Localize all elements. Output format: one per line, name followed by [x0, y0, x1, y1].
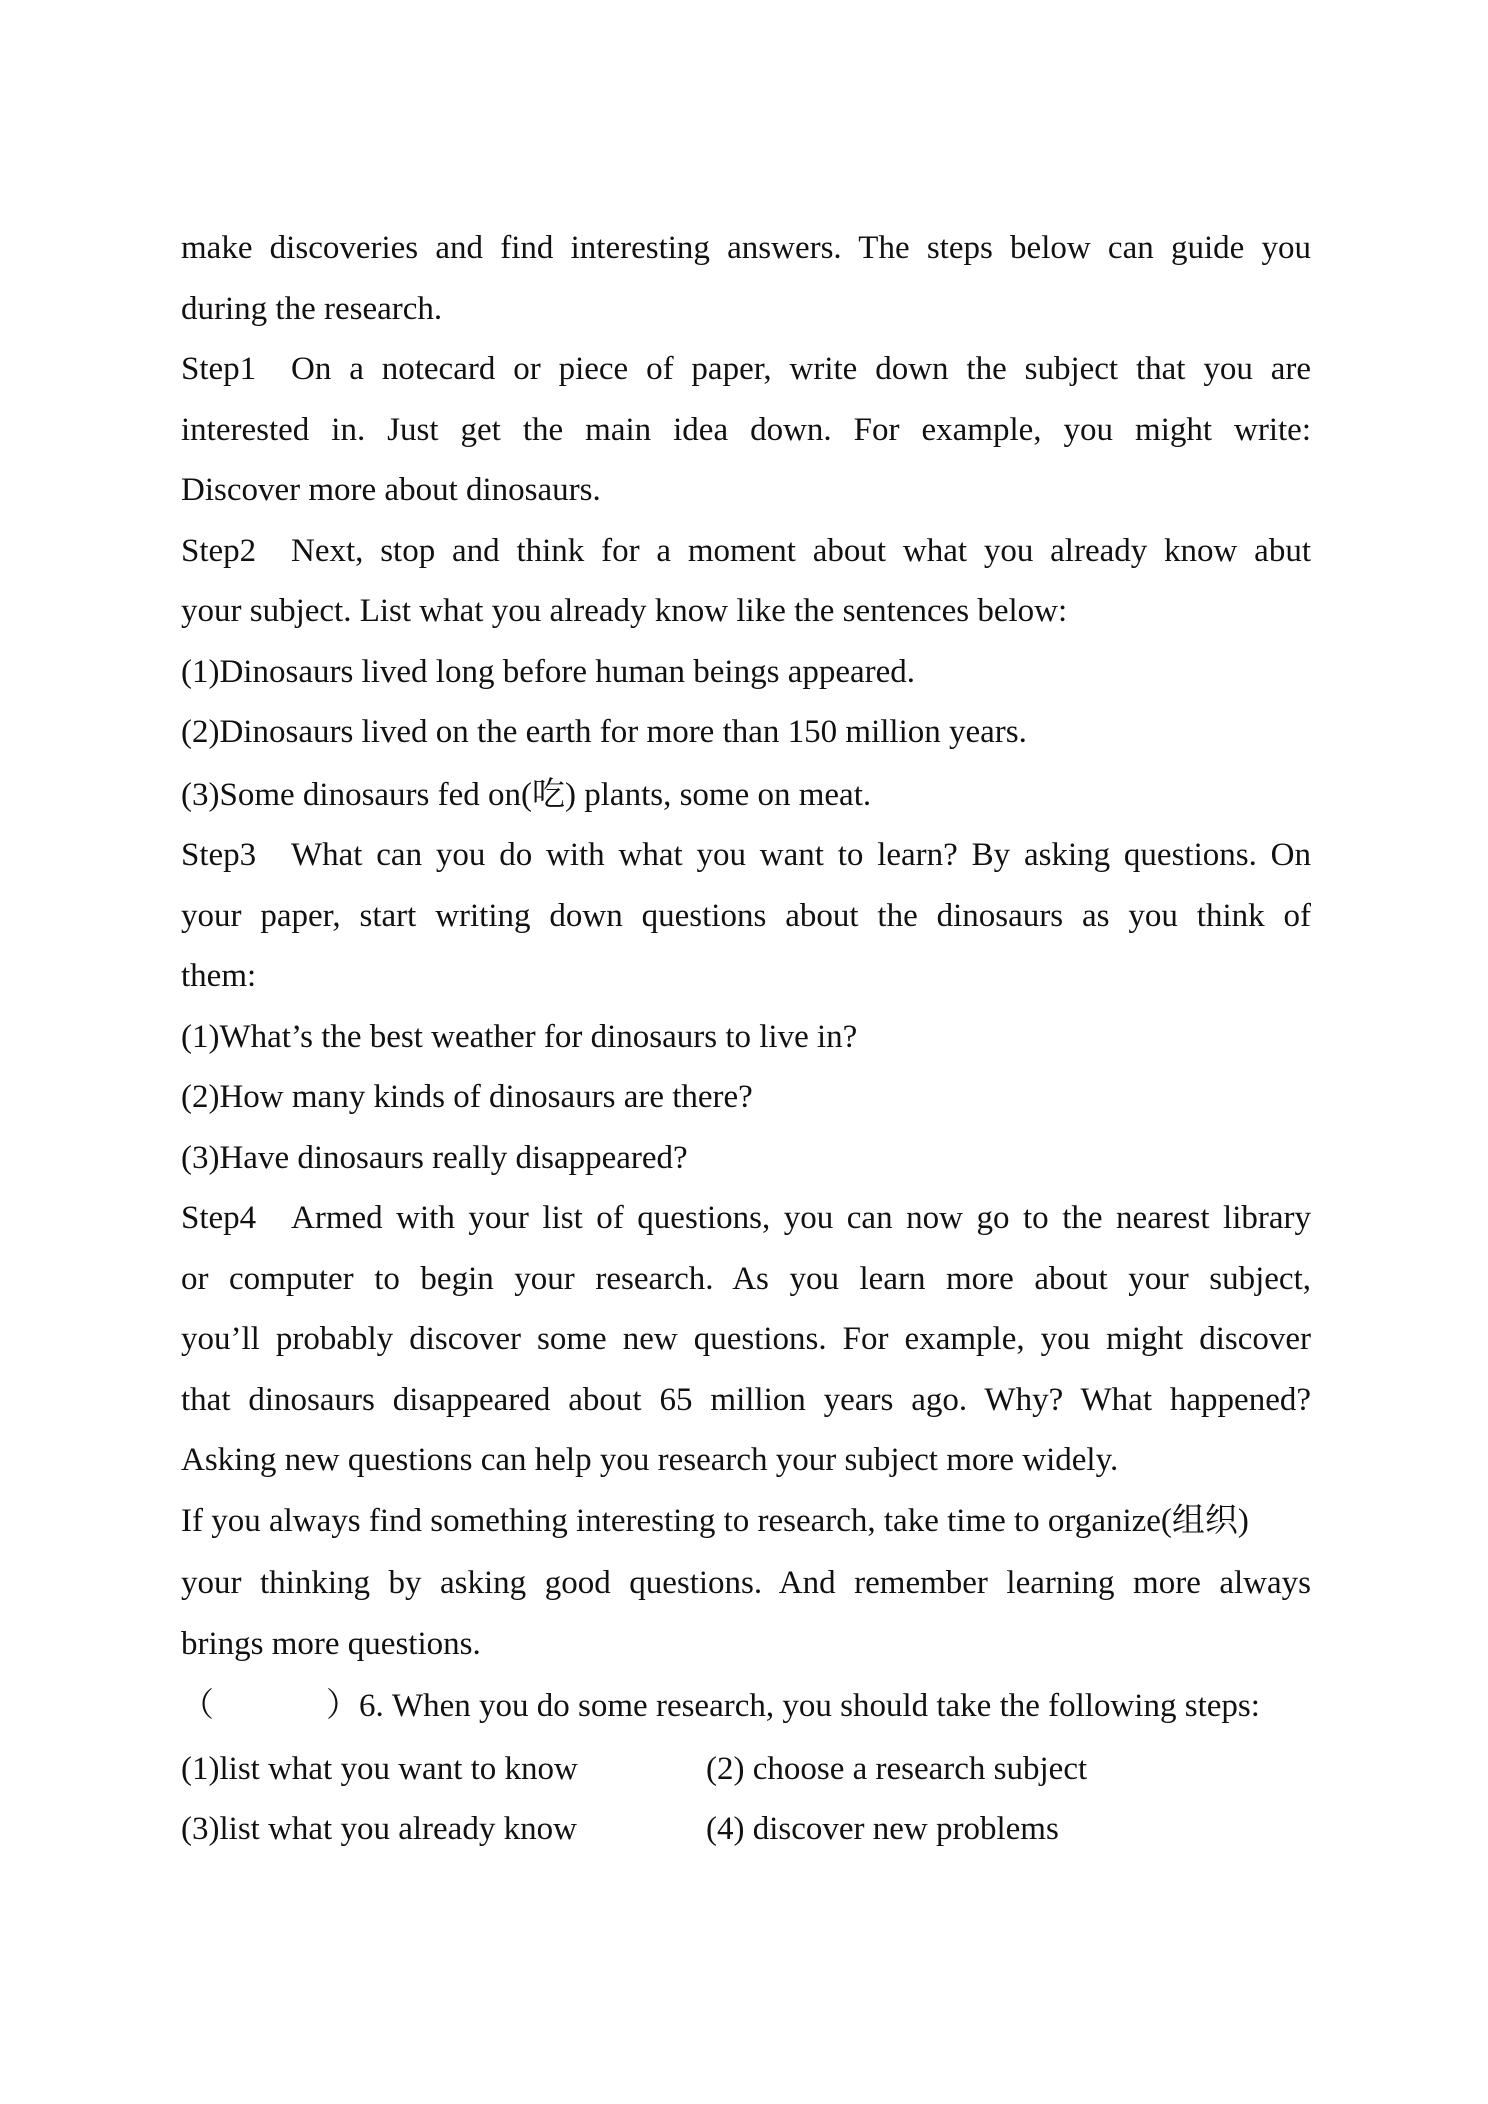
step2-list-item: (1)Dinosaurs lived long before human beings appeared.: [181, 653, 916, 690]
step4-text: Armed with your list of questions, you can now go to the nearest library: [291, 1200, 1311, 1236]
option-row: [181, 1739, 1311, 1800]
question-line: [181, 1676, 1311, 1737]
step4-label: Step4: [181, 1200, 257, 1236]
step3-list-item: (2)How many kinds of dinosaurs are there?: [181, 1079, 753, 1115]
step2-list-item: (2)Dinosaurs lived on the earth for more than 150 million years.: [181, 714, 1027, 750]
step1-line: interested in. Just get the main idea down. For example, you might write:: [181, 411, 1311, 448]
step4-line: that dinosaurs disappeared about 65 million years ago. Why? What happened?: [181, 1381, 1311, 1418]
option-2: (2) choose a research subject: [706, 1750, 1088, 1787]
question-text: 6. When you do some research, you should take the following steps:: [359, 1688, 1260, 1724]
answer-blank-open: （: [181, 1688, 214, 1724]
step1-text: On a notecard or piece of paper, write down the subject that you are: [291, 351, 1311, 387]
step3-line: your paper, start writing down questions about the dinosaurs as you think of: [181, 897, 1311, 934]
option-3: (3)list what you already know: [181, 1811, 577, 1847]
step4-line: Asking new questions can help you research your subject more widely.: [181, 1442, 1119, 1478]
step1-line: [181, 339, 1311, 400]
option-4: (4) discover new problems: [706, 1811, 1059, 1847]
option-row: [181, 1799, 1311, 1860]
step4-line: you’ll probably discover some new questions. For example, you might discover: [181, 1321, 1311, 1357]
step4-line: or computer to begin your research. As you learn more about your subject,: [181, 1260, 1311, 1297]
step3-label: Step3: [181, 837, 257, 873]
step2-list-item: (3)Some dinosaurs fed on(吃) plants, some on meat.: [181, 776, 872, 813]
intro-line: make discoveries and find interesting answers. The steps below can guide you: [181, 230, 1311, 266]
step3-line: [181, 825, 1311, 886]
conclusion-line: If you always find something interesting to research, take time to organize(组织): [181, 1502, 1249, 1539]
option-1: (1)list what you want to know: [181, 1750, 578, 1787]
intro-line: during the research.: [181, 290, 443, 327]
step3-list-item: (3)Have dinosaurs really disappeared?: [181, 1139, 688, 1176]
step2-text: Next, stop and think for a moment about what you already know abut: [291, 532, 1311, 569]
step2-label: Step2: [181, 532, 257, 569]
step4-line: [181, 1188, 1311, 1249]
step3-line: them:: [181, 958, 257, 994]
step1-line: Discover more about dinosaurs.: [181, 472, 601, 508]
step3-text: What can you do with what you want to learn? By asking questions. On: [291, 837, 1311, 873]
step1-label: Step1: [181, 351, 257, 387]
conclusion-line: your thinking by asking good questions. And remember learning more always: [181, 1565, 1311, 1601]
step3-list-item: (1)What’s the best weather for dinosaurs to live in?: [181, 1018, 858, 1055]
step2-line: your subject. List what you already know like the sentences below:: [181, 593, 1068, 629]
step2-line: [181, 521, 1311, 582]
answer-blank-close: ）: [326, 1688, 359, 1724]
document-page: [181, 218, 1311, 1860]
conclusion-line: brings more questions.: [181, 1625, 481, 1662]
